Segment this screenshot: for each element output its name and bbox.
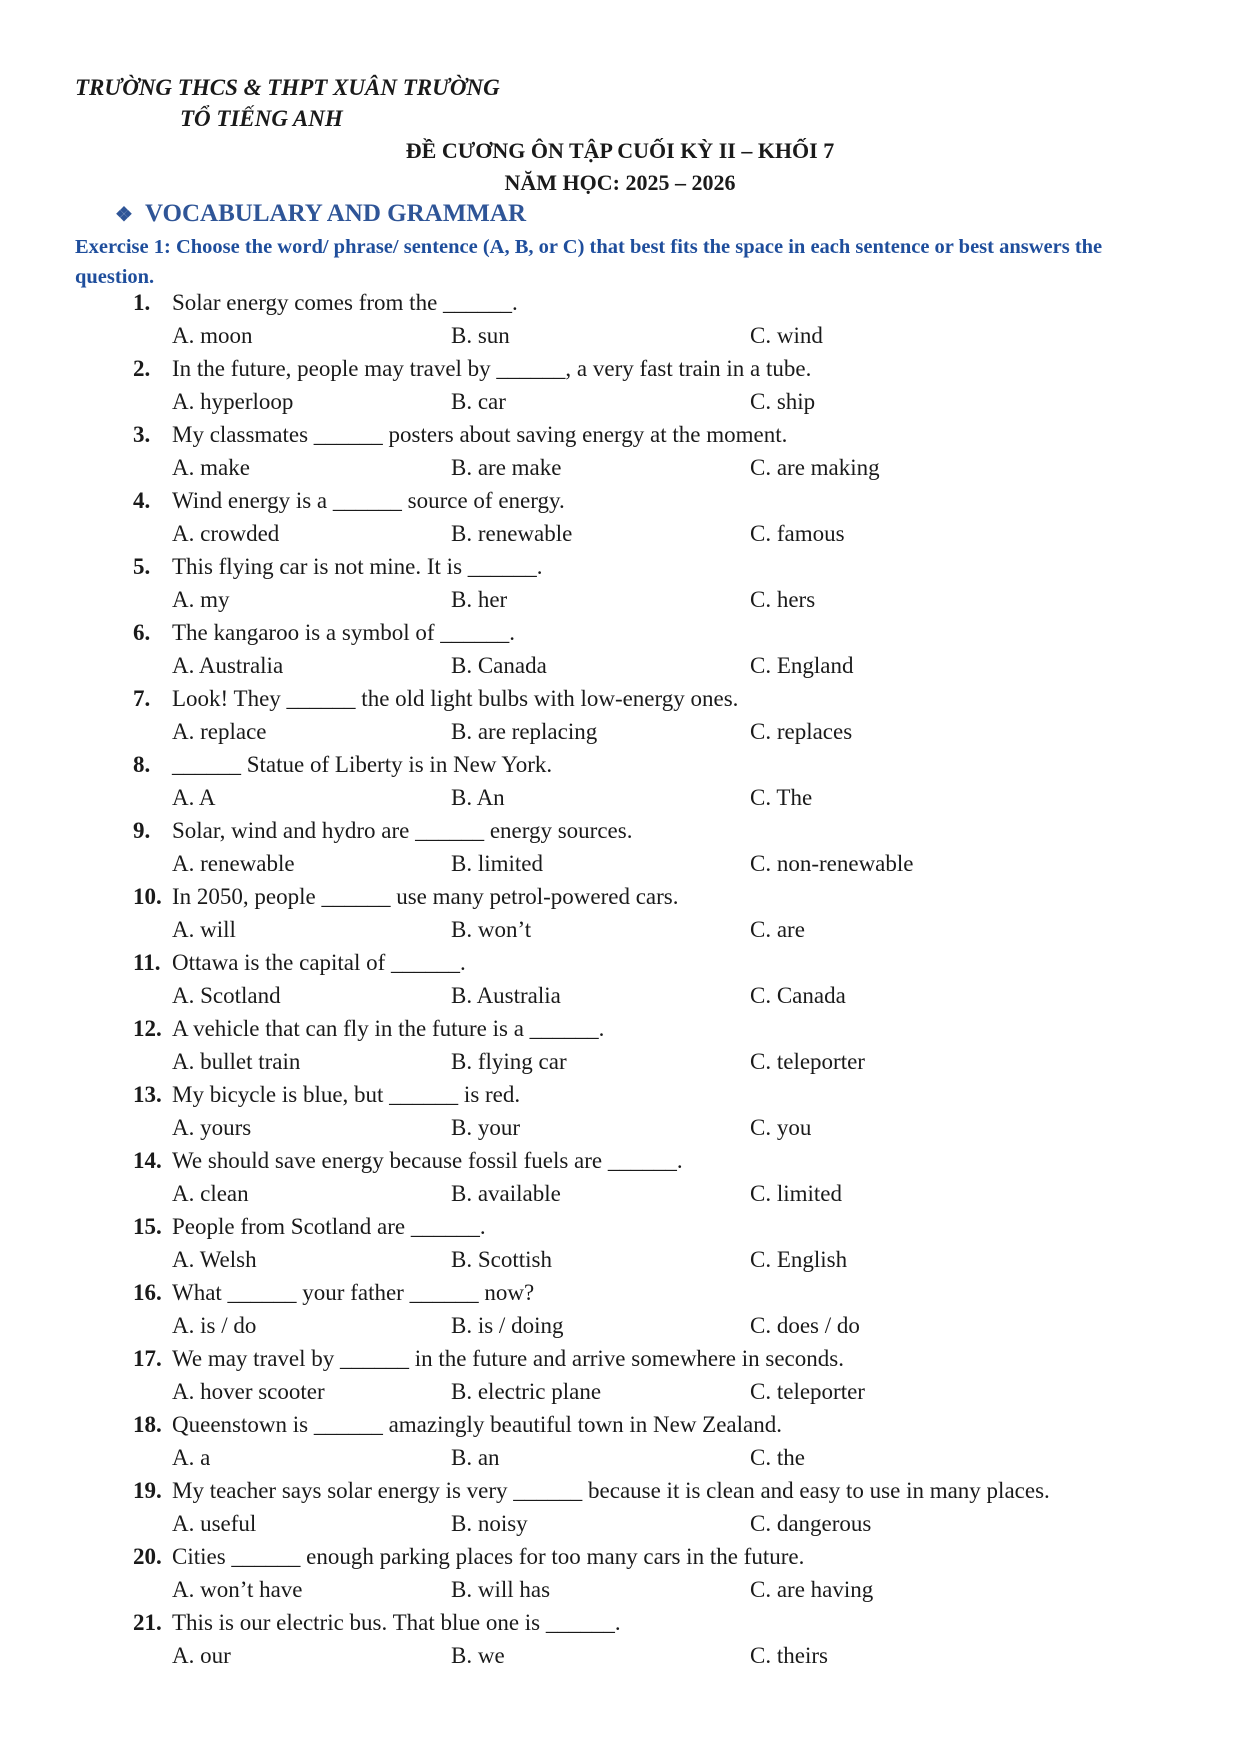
option-c: C. limited <box>750 1181 842 1206</box>
option-b: B. noisy <box>451 1511 528 1536</box>
question-item <box>0 1544 1240 1610</box>
question-text: What ______ your father ______ now? <box>172 1280 535 1305</box>
section-heading <box>115 200 526 228</box>
question-number: 9. <box>133 818 151 843</box>
question-item <box>0 620 1240 686</box>
question-list <box>0 290 1240 1676</box>
question-text: This flying car is not mine. It is ______. <box>172 554 543 579</box>
option-b: B. is / doing <box>451 1313 564 1338</box>
question-number: 2. <box>133 356 151 381</box>
question-text: A vehicle that can fly in the future is a ______. <box>172 1016 605 1041</box>
option-c: C. The <box>750 785 813 810</box>
question-number: 19. <box>133 1478 162 1503</box>
question-item <box>0 1214 1240 1280</box>
option-a: A. crowded <box>172 521 280 546</box>
option-b: B. will has <box>451 1577 551 1602</box>
question-item <box>0 818 1240 884</box>
question-item <box>0 1280 1240 1346</box>
question-number: 16. <box>133 1280 162 1305</box>
question-number: 15. <box>133 1214 162 1239</box>
option-a: A. hyperloop <box>172 389 294 414</box>
question-text: People from Scotland are ______. <box>172 1214 486 1239</box>
option-c: C. famous <box>750 521 845 546</box>
question-number: 6. <box>133 620 151 645</box>
question-number: 14. <box>133 1148 162 1173</box>
question-text: We may travel by ______ in the future and arrive somewhere in seconds. <box>172 1346 844 1371</box>
question-item <box>0 1478 1240 1544</box>
option-a: A. moon <box>172 323 253 348</box>
option-c: C. Canada <box>750 983 846 1008</box>
option-c: C. England <box>750 653 854 678</box>
question-number: 13. <box>133 1082 162 1107</box>
question-number: 4. <box>133 488 151 513</box>
question-number: 12. <box>133 1016 162 1041</box>
option-b: B. electric plane <box>451 1379 602 1404</box>
option-c: C. you <box>750 1115 812 1140</box>
option-c: C. replaces <box>750 719 853 744</box>
question-item <box>0 1082 1240 1148</box>
question-number: 1. <box>133 290 151 315</box>
option-c: C. does / do <box>750 1313 860 1338</box>
school-name: TRƯỜNG THCS & THPT XUÂN TRƯỜNG <box>75 75 500 100</box>
option-a: A. replace <box>172 719 267 744</box>
question-item <box>0 884 1240 950</box>
exercise-instruction: Exercise 1: Choose the word/ phrase/ sentence (A, B, or C) that best fits the space in each sentence or best answers the question. <box>75 236 1103 288</box>
option-b: B. her <box>451 587 508 612</box>
question-item <box>0 752 1240 818</box>
question-item <box>0 686 1240 752</box>
diamond-bullet-icon: ❖ <box>115 204 133 226</box>
option-a: A. Scotland <box>172 983 281 1008</box>
question-number: 7. <box>133 686 151 711</box>
option-a: A. Welsh <box>172 1247 257 1272</box>
question-number: 11. <box>133 950 161 975</box>
question-item <box>0 422 1240 488</box>
option-b: B. Scottish <box>451 1247 552 1272</box>
option-b: B. flying car <box>451 1049 567 1074</box>
question-item <box>0 1148 1240 1214</box>
question-number: 8. <box>133 752 151 777</box>
option-a: A. useful <box>172 1511 257 1536</box>
option-b: B. an <box>451 1445 500 1470</box>
option-a: A. our <box>172 1643 231 1668</box>
question-item <box>0 1346 1240 1412</box>
option-b: B. we <box>451 1643 505 1668</box>
option-b: B. are replacing <box>451 719 598 744</box>
option-b: B. available <box>451 1181 561 1206</box>
question-text: Look! They ______ the old light bulbs with low-energy ones. <box>172 686 739 711</box>
option-c: C. are <box>750 917 805 942</box>
option-b: B. Australia <box>451 983 561 1008</box>
option-a: A. renewable <box>172 851 295 876</box>
option-a: A. a <box>172 1445 211 1470</box>
department-name: TỔ TIẾNG ANH <box>180 106 343 131</box>
question-item <box>0 1412 1240 1478</box>
question-text: We should save energy because fossil fuels are ______. <box>172 1148 683 1173</box>
question-text: This is our electric bus. That blue one is ______. <box>172 1610 621 1635</box>
option-a: A. won’t have <box>172 1577 303 1602</box>
question-item <box>0 1610 1240 1676</box>
question-number: 5. <box>133 554 151 579</box>
option-c: C. are making <box>750 455 880 480</box>
question-text: My classmates ______ posters about saving energy at the moment. <box>172 422 788 447</box>
option-c: C. teleporter <box>750 1379 865 1404</box>
question-text: ______ Statue of Liberty is in New York. <box>172 752 553 777</box>
question-item <box>0 488 1240 554</box>
question-item <box>0 1016 1240 1082</box>
section-title: VOCABULARY AND GRAMMAR <box>145 200 527 227</box>
document-title: ĐỀ CƯƠNG ÔN TẬP CUỐI KỲ II – KHỐI 7 <box>405 138 835 163</box>
option-b: B. your <box>451 1115 520 1140</box>
question-text: My bicycle is blue, but ______ is red. <box>172 1082 521 1107</box>
option-b: B. are make <box>451 455 562 480</box>
question-item <box>0 290 1240 356</box>
question-text: In the future, people may travel by ______, a very fast train in a tube. <box>172 356 812 381</box>
option-c: C. non-renewable <box>750 851 914 876</box>
question-text: My teacher says solar energy is very ______ because it is clean and easy to use in many places. <box>172 1478 1050 1503</box>
option-b: B. Canada <box>451 653 547 678</box>
option-c: C. hers <box>750 587 816 612</box>
option-c: C. dangerous <box>750 1511 872 1536</box>
question-number: 3. <box>133 422 151 447</box>
option-b: B. sun <box>451 323 510 348</box>
option-b: B. won’t <box>451 917 532 942</box>
option-a: A. my <box>172 587 230 612</box>
option-b: B. renewable <box>451 521 573 546</box>
option-c: C. theirs <box>750 1643 828 1668</box>
question-number: 17. <box>133 1346 162 1371</box>
option-c: C. teleporter <box>750 1049 865 1074</box>
option-c: C. English <box>750 1247 848 1272</box>
option-c: C. wind <box>750 323 823 348</box>
question-text: Cities ______ enough parking places for too many cars in the future. <box>172 1544 805 1569</box>
option-b: B. car <box>451 389 506 414</box>
question-text: Solar energy comes from the ______. <box>172 290 518 315</box>
option-a: A. clean <box>172 1181 249 1206</box>
option-a: A. bullet train <box>172 1049 301 1074</box>
question-text: Queenstown is ______ amazingly beautiful town in New Zealand. <box>172 1412 782 1437</box>
question-item <box>0 950 1240 1016</box>
question-text: The kangaroo is a symbol of ______. <box>172 620 516 645</box>
question-item <box>0 356 1240 422</box>
option-a: A. is / do <box>172 1313 257 1338</box>
option-b: B. An <box>451 785 505 810</box>
option-a: A. yours <box>172 1115 252 1140</box>
question-text: In 2050, people ______ use many petrol-powered cars. <box>172 884 679 909</box>
question-number: 21. <box>133 1610 162 1635</box>
option-c: C. the <box>750 1445 805 1470</box>
question-text: Solar, wind and hydro are ______ energy sources. <box>172 818 633 843</box>
question-number: 10. <box>133 884 162 909</box>
question-text: Ottawa is the capital of ______. <box>172 950 466 975</box>
option-a: A. will <box>172 917 236 942</box>
question-item <box>0 554 1240 620</box>
option-b: B. limited <box>451 851 543 876</box>
school-year: NĂM HỌC: 2025 – 2026 <box>504 170 736 195</box>
option-a: A. hover scooter <box>172 1379 325 1404</box>
option-a: A. A <box>172 785 216 810</box>
question-number: 18. <box>133 1412 162 1437</box>
option-a: A. Australia <box>172 653 284 678</box>
option-c: C. are having <box>750 1577 874 1602</box>
option-c: C. ship <box>750 389 816 414</box>
option-a: A. make <box>172 455 250 480</box>
question-text: Wind energy is a ______ source of energy. <box>172 488 565 513</box>
question-number: 20. <box>133 1544 162 1569</box>
